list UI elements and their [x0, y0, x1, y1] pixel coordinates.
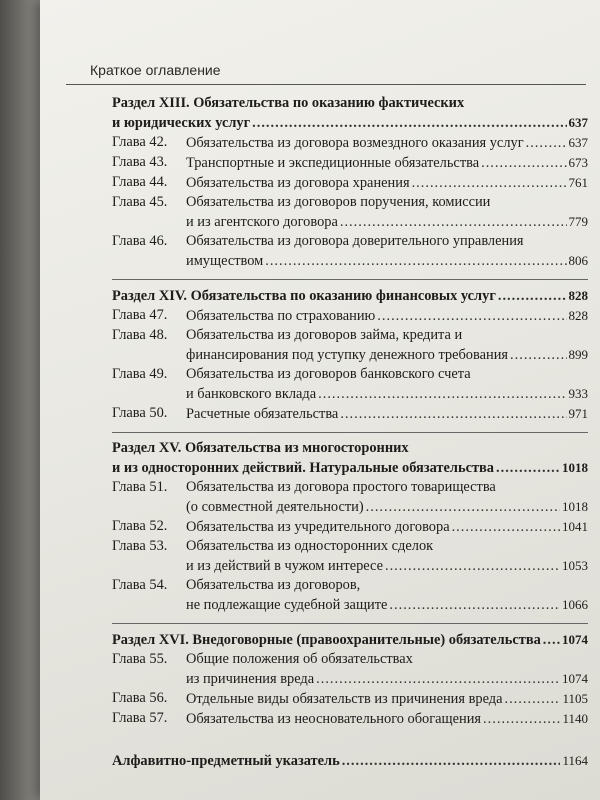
dot-leader [340, 213, 567, 232]
chapter-title: Обязательства из односторонних сделок [186, 538, 434, 554]
chapter-title-line [186, 306, 588, 326]
chapter-entry [112, 517, 588, 537]
chapter-body [186, 576, 588, 615]
chapter-title-line [186, 384, 588, 404]
page-number: 828 [568, 288, 588, 303]
chapter-title: Обязательства из договоров, [186, 577, 361, 593]
dot-leader [543, 631, 560, 650]
chapter-label: Глава 48. [112, 327, 168, 343]
dot-leader [452, 518, 560, 537]
section-title: и из односторонних действий. Натуральные обязательства [112, 460, 494, 476]
chapter-entry [112, 133, 588, 153]
page-number: 1018 [562, 460, 588, 475]
chapter-title: и из действий в чужом интересе [186, 558, 383, 574]
chapter-body [186, 365, 588, 404]
chapter-entry [112, 306, 588, 326]
chapter-entry [112, 576, 588, 615]
section-title: и юридических услуг [112, 115, 251, 131]
page-number: 1066 [562, 597, 588, 612]
chapter-title: (о совместной деятельности) [186, 499, 364, 515]
chapter-title: Отдельные виды обязательств из причинения вреда [186, 691, 503, 707]
chapter-entry [112, 326, 588, 365]
toc-section [112, 623, 588, 733]
chapter-title-line [186, 251, 588, 271]
chapter-entry [112, 537, 588, 576]
dot-leader [483, 710, 560, 729]
dot-leader [510, 346, 566, 365]
chapter-body [186, 650, 588, 689]
dot-leader [526, 134, 567, 153]
chapter-title-line [186, 365, 588, 384]
dot-leader [481, 154, 566, 173]
page-number: 806 [568, 253, 588, 268]
page-number: 1018 [562, 499, 588, 514]
chapter-title: и из агентского договора [186, 214, 338, 230]
chapter-title: финансирования под уступку денежного требования [186, 347, 509, 363]
chapter-title: Обязательства из договора возмездного оказания услуг [186, 135, 524, 151]
chapter-title-line [186, 345, 588, 365]
page-number: 1140 [562, 711, 588, 726]
chapter-title: Обязательства из договора простого товарищества [186, 479, 496, 495]
section-title-line [112, 113, 588, 133]
dot-leader [318, 385, 566, 404]
page-number: 1074 [562, 671, 588, 686]
page-number: 673 [568, 155, 588, 170]
chapter-entry [112, 365, 588, 404]
chapter-label: Глава 54. [112, 577, 168, 593]
chapter-title: Общие положения об обязательствах [186, 651, 413, 667]
chapter-entry [112, 478, 588, 517]
page-number: 971 [568, 406, 588, 421]
chapter-label: Глава 50. [112, 405, 168, 421]
chapter-entry [112, 232, 588, 271]
index-entry [112, 751, 588, 771]
chapter-title: из причинения вреда [186, 671, 315, 687]
page-number: 899 [568, 347, 588, 362]
running-head: Краткое оглавление [90, 62, 221, 78]
chapter-title-line [186, 709, 588, 729]
chapter-title-line [186, 556, 588, 576]
table-of-contents [112, 94, 588, 771]
dot-leader [389, 596, 560, 615]
section-title: Раздел XVI. Внедоговорные (правоохранительные) обязательства [112, 632, 541, 648]
chapter-title: Транспортные и экспедиционные обязательства [186, 155, 480, 171]
chapter-title: Обязательства из договоров займа, кредита и [186, 327, 463, 343]
chapter-title-line [186, 326, 588, 345]
page-number: 637 [568, 135, 588, 150]
chapter-label: Глава 46. [112, 233, 168, 249]
dot-leader [366, 498, 560, 517]
chapter-label: Глава 52. [112, 518, 168, 534]
page-number: 1105 [562, 691, 588, 706]
chapter-title: Расчетные обязательства [186, 406, 339, 422]
chapter-label: Глава 43. [112, 154, 168, 170]
chapter-entry [112, 173, 588, 193]
chapter-label: Глава 49. [112, 366, 168, 382]
chapter-body [186, 306, 588, 326]
chapter-label: Глава 57. [112, 710, 168, 726]
dot-leader [377, 307, 566, 326]
section-title-line [112, 286, 588, 306]
chapter-title: Обязательства из учредительного договора [186, 519, 450, 535]
section-title-line [112, 630, 588, 650]
book-page [40, 0, 600, 800]
chapter-title-line [186, 133, 588, 153]
section-title-line [112, 439, 588, 458]
chapter-body [186, 133, 588, 153]
page-number: 1164 [562, 753, 588, 768]
toc-section [112, 94, 588, 275]
index-title: Алфавитно-предметный указатель [112, 753, 340, 769]
section-title-line [112, 94, 588, 113]
chapter-label: Глава 47. [112, 307, 168, 323]
chapter-title-line [186, 689, 588, 709]
chapter-body [186, 232, 588, 271]
chapter-entry [112, 650, 588, 689]
dot-leader [385, 557, 560, 576]
toc-section [112, 279, 588, 428]
chapter-label: Глава 56. [112, 690, 168, 706]
chapter-body [186, 153, 588, 173]
page-number: 933 [568, 386, 588, 401]
chapter-title: имуществом [186, 253, 264, 269]
dot-leader [504, 690, 560, 709]
chapter-body [186, 173, 588, 193]
chapter-title-line [186, 404, 588, 424]
chapter-title-line [186, 595, 588, 615]
chapter-body [186, 404, 588, 424]
dot-leader [498, 287, 567, 306]
chapter-title: Обязательства из договоров поручения, комиссии [186, 194, 491, 210]
chapter-title-line [186, 650, 588, 669]
chapter-title: Обязательства по страхованию [186, 308, 376, 324]
chapter-body [186, 193, 588, 232]
chapter-label: Глава 42. [112, 134, 168, 150]
page-number: 779 [568, 214, 588, 229]
toc-section [112, 432, 588, 619]
chapter-title-line [186, 669, 588, 689]
dot-leader [340, 405, 566, 424]
chapter-entry [112, 193, 588, 232]
section-title-line [112, 458, 588, 478]
page-number: 1074 [562, 632, 588, 647]
chapter-title: Обязательства из договора хранения [186, 175, 410, 191]
dot-leader [265, 252, 566, 271]
chapter-label: Глава 51. [112, 479, 168, 495]
chapter-entry [112, 709, 588, 729]
chapter-body [186, 537, 588, 576]
header-rule [66, 84, 586, 85]
chapter-title-line [186, 517, 588, 537]
section-title: Раздел XIV. Обязательства по оказанию финансовых услуг [112, 288, 496, 304]
chapter-title-line [186, 478, 588, 497]
dot-leader [316, 670, 560, 689]
page-number: 1053 [562, 558, 588, 573]
chapter-label: Глава 55. [112, 651, 168, 667]
chapter-entry [112, 689, 588, 709]
chapter-body [186, 709, 588, 729]
chapter-entry [112, 404, 588, 424]
dot-leader [342, 752, 561, 771]
chapter-title: Обязательства из неосновательного обогащения [186, 711, 482, 727]
chapter-label: Глава 44. [112, 174, 168, 190]
chapter-body [186, 517, 588, 537]
dot-leader [496, 459, 560, 478]
chapter-title-line [186, 173, 588, 193]
chapter-title: и банковского вклада [186, 386, 317, 402]
dot-leader [412, 174, 567, 193]
page-number: 828 [568, 308, 588, 323]
chapter-label: Глава 45. [112, 194, 168, 210]
chapter-label: Глава 53. [112, 538, 168, 554]
chapter-title-line [186, 576, 588, 595]
chapter-entry [112, 153, 588, 173]
section-title: Раздел XIII. Обязательства по оказанию фактических [112, 95, 465, 111]
chapter-title: Обязательства из договоров банковского счета [186, 366, 471, 382]
page-number: 637 [568, 115, 588, 130]
chapter-title-line [186, 537, 588, 556]
chapter-title-line [186, 193, 588, 212]
chapter-title: не подлежащие судебной защите [186, 597, 388, 613]
section-title: Раздел XV. Обязательства из многосторонних [112, 440, 409, 456]
chapter-title-line [186, 232, 588, 251]
chapter-title-line [186, 497, 588, 517]
page-number: 1041 [562, 519, 588, 534]
chapter-body [186, 689, 588, 709]
chapter-body [186, 326, 588, 365]
chapter-title: Обязательства из договора доверительного управления [186, 233, 524, 249]
chapter-title-line [186, 153, 588, 173]
page-number: 761 [568, 175, 588, 190]
dot-leader [252, 114, 566, 133]
chapter-body [186, 478, 588, 517]
chapter-title-line [186, 212, 588, 232]
